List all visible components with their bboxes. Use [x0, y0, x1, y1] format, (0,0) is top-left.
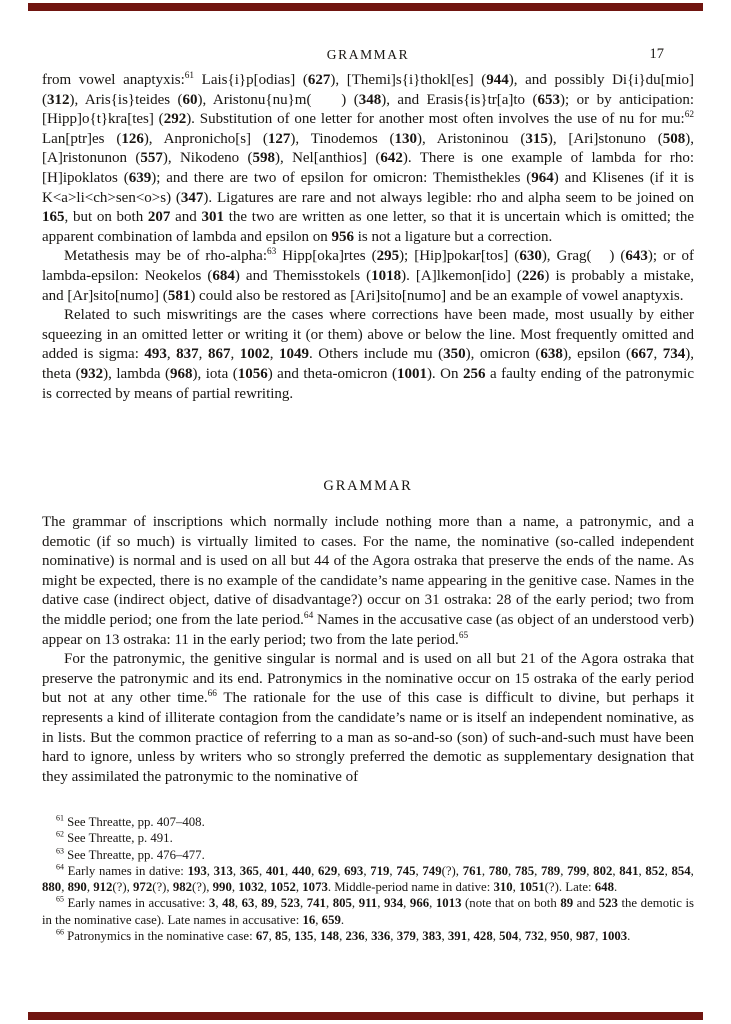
body-paragraph: from vowel anaptyxis:$^{61}$ Lais{i}p[odias] (627), [Themi]s{i}thokl[es] (944), and possibly Di{i}du[mio] (312), Aris{is}teides (60), Aristonu{nu}m( ) (348), and Erasis{is}tr[a]to (653); or by anticipation: [Hipp]o{t}kra[tes] (292). Substitution of one letter for another most often involves the use of nu for mu:$^{62}$ Lan[ptr]es (126), Anpronicho[s] (127), Tinodemos (130), Aristoninou (315), [Ari]stonuno (508), [A]ristonunon (557), Nikodeno (598), Nel[anthios] (642). There is one example of lambda for rho: [H]ipoklatos (639); and there are two of epsilon for omicron: Themisthekles (964) and Klisenes (if it is K<a>li<ch>sen<o>s) (347). Ligatures are rare and not always legible: rho and alpha seem to be joined on 165, but on both 207 and 301 the two are written as one letter, so that it is uncertain which is omitted; the apparent combination of lambda and epsilon on 956 is not a ligature but a correction.: [42, 71, 694, 245]
body-paragraph: Related to such miswritings are the cases where corrections have been made, most usually by either squeezing in an omitted letter or writing it (or them) above or below the line. Most frequently omitted and added is sigma: 493, 837, 867, 1002, 1049. Others include mu (350), omicron (638), epsilon (667, 734), theta (932), lambda (968), iota (1056) and theta-omicron (1001). On 256 a faulty ending of the patronymic is corrected by means of partial rewriting.: [42, 307, 695, 402]
footnote: $^{65}$ Early names in accusative: 3, 48, 63, 89, 523, 741, 805, 911, 934, 966, 1013 (note that on both 89 and 523 the demotic is in the nominative case). Late names in accusative: 16, 659.: [42, 895, 694, 927]
continuation-text-block: [42, 71, 694, 404]
footnote: $^{63}$ See Threatte, pp. 476–477.: [56, 846, 205, 862]
footnotes-block: [42, 814, 694, 944]
section-heading: GRAMMAR: [323, 478, 413, 494]
body-paragraph: The grammar of inscriptions which normally include nothing more than a name, a patronymic, and a demotic (if so much) is virtually limited to cases. For the name, the nominative (so-called independent nominative) is normal and is used on all but 44 of the Agora ostraka that preserve the ends of the name. As might be expected, there is no example of the candidate’s name appearing in the genitive case. Names in the dative case (indirect object, dative of disadvantage?) occur on 31 ostraka: 28 of the early period; two from the middle period; one from the late period.$^{64}$ Names in the accusative case (as object of an understood verb) appear on 13 ostraka: 11 in the early period; two from the late period.$^{65}$: [42, 514, 694, 648]
page-number: 17: [649, 46, 664, 62]
body-paragraph: Metathesis may be of rho-alpha:$^{63}$ Hipp[oka]rtes (295); [Hip]pokar[tos] (630), Grag( ) (643); or of lambda-epsilon: Neokelos (684) and Themisstokels (1018). [A]lkemon[ido] (226) is probably a mistake, and [Ar]sito[numo] (581) could also be restored as [Ari]sito[numo] and be an example of vowel anaptyxis.: [42, 247, 695, 304]
running-header: [42, 46, 694, 64]
top-edge-bar: [28, 3, 703, 11]
body-paragraph: For the patronymic, the genitive singular is normal and is used on all but 21 of the Agora ostraka that preserve the patronymic and its end. Patronymics in the nominative occur on 15 ostraka of the early period but not at any other time.$^{66}$ The rationale for the use of this case is difficult to divine, but perhaps it represents a kind of illiterate contagion from the candidate’s name or is itself an independent nominative, as in lists. But the common practice of referring to a man as so-and-so (son) of such-and-such must have been hard to ignore, unless by writers who so strongly preferred the demotic as supplementary designation that they assimilated the patronymic to the nominative of: [42, 651, 694, 785]
bottom-edge-bar: [28, 1012, 703, 1020]
footnote: $^{64}$ Early names in dative: 193, 313, 365, 401, 440, 629, 693, 719, 745, 749(?), 761, 780, 785, 789, 799, 802, 841, 852, 854, 880, 890, 912(?), 972(?), 982(?), 990, 1032, 1052, 1073. Middle-period name in dative: 310, 1051(?). Late: 648.: [42, 862, 694, 895]
footnote: $^{61}$ See Threatte, pp. 407–408.: [56, 813, 205, 829]
footnote: $^{62}$ See Threatte, p. 491.: [56, 830, 173, 846]
footnote: $^{66}$ Patronymics in the nominative case: 67, 85, 135, 148, 236, 336, 379, 383, 391, 428, 504, 732, 950, 987, 1003.: [56, 927, 631, 944]
grammar-section-text-block: [42, 513, 694, 787]
running-header-title: GRAMMAR: [326, 47, 410, 62]
